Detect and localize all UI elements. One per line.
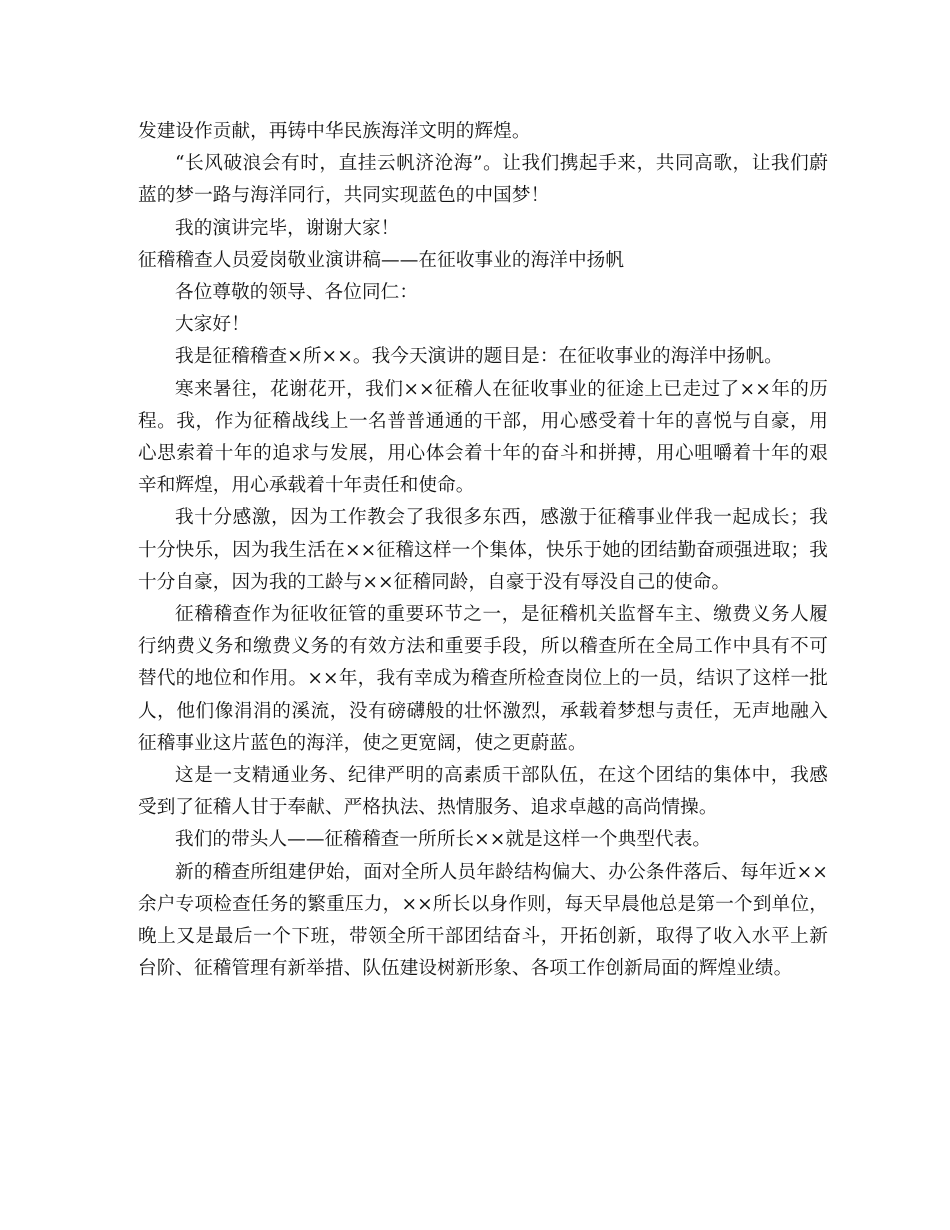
paragraph-9: 我十分感激，因为工作教会了我很多东西，感激于征稽事业伴我一起成长；我十分快乐，因为我生活在××征稽这样一个集体，快乐于她的团结勤奋顽强进取；我十分自豪，因为我的工龄与××征稽同龄，自豪于没有辱没自己的使命。	[138, 507, 828, 593]
paragraph-6: 大家好！	[175, 314, 250, 336]
paragraph-3: 我的演讲完毕，谢谢大家！	[175, 217, 400, 239]
paragraph-8: 寒来暑往，花谢花开，我们××征稽人在征收事业的征途上已走过了××年的历程。我，作为征稽战线上一名普普通通的干部，用心感受着十年的喜悦与自豪，用心思索着十年的追求与发展，用心体会着十年的奋斗和拼搏，用心咀嚼着十年的艰辛和辉煌，用心承载着十年责任和使命。	[138, 378, 828, 497]
paragraph-13: 新的稽查所组建伊始，面对全所人员年龄结构偏大、办公条件落后、每年近××余户专项检查任务的繁重压力，××所长以身作则，每天早晨他总是第一个到单位，晚上又是最后一个下班，带领全所干部团结奋斗，开拓创新，取得了收入水平上新台阶、征稽管理有新举措、队伍建设树新形象、各项工作创新局面的辉煌业绩。	[138, 861, 828, 980]
paragraph-1: 发建设作贡献，再铸中华民族海洋文明的辉煌。	[138, 121, 531, 142]
paragraph-7: 我是征稽稽查×所××。我今天演讲的题目是：在征收事业的海洋中扬帆。	[175, 346, 783, 368]
paragraph-11: 这是一支精通业务、纪律严明的高素质干部队伍，在这个团结的集体中，我感受到了征稽人甘于奉献、严格执法、热情服务、追求卓越的高尚情操。	[138, 765, 828, 819]
document-body	[138, 116, 828, 985]
paragraph-2: “长风破浪会有时，直挂云帆济沧海”。让我们携起手来，共同高歌，让我们蔚蓝的梦一路与海洋同行，共同实现蓝色的中国梦！	[138, 153, 828, 207]
paragraph-5: 各位尊敬的领导、各位同仁：	[175, 282, 419, 304]
paragraph-12: 我们的带头人——征稽稽查一所所长××就是这样一个典型代表。	[175, 829, 712, 851]
paragraph-10: 征稽稽查作为征收征管的重要环节之一，是征稽机关监督车主、缴费义务人履行纳费义务和缴费义务的有效方法和重要手段，所以稽查所在全局工作中具有不可替代的地位和作用。××年，我有幸成为稽查所检查岗位上的一员，结识了这样一批人，他们像涓涓的溪流，没有磅礴般的壮怀激烈，承载着梦想与责任，无声地融入征稽事业这片蓝色的海洋，使之更宽阔，使之更蔚蓝。	[138, 604, 828, 754]
document-heading: 征稽稽查人员爱岗敬业演讲稿——在征收事业的海洋中扬帆	[138, 249, 625, 271]
